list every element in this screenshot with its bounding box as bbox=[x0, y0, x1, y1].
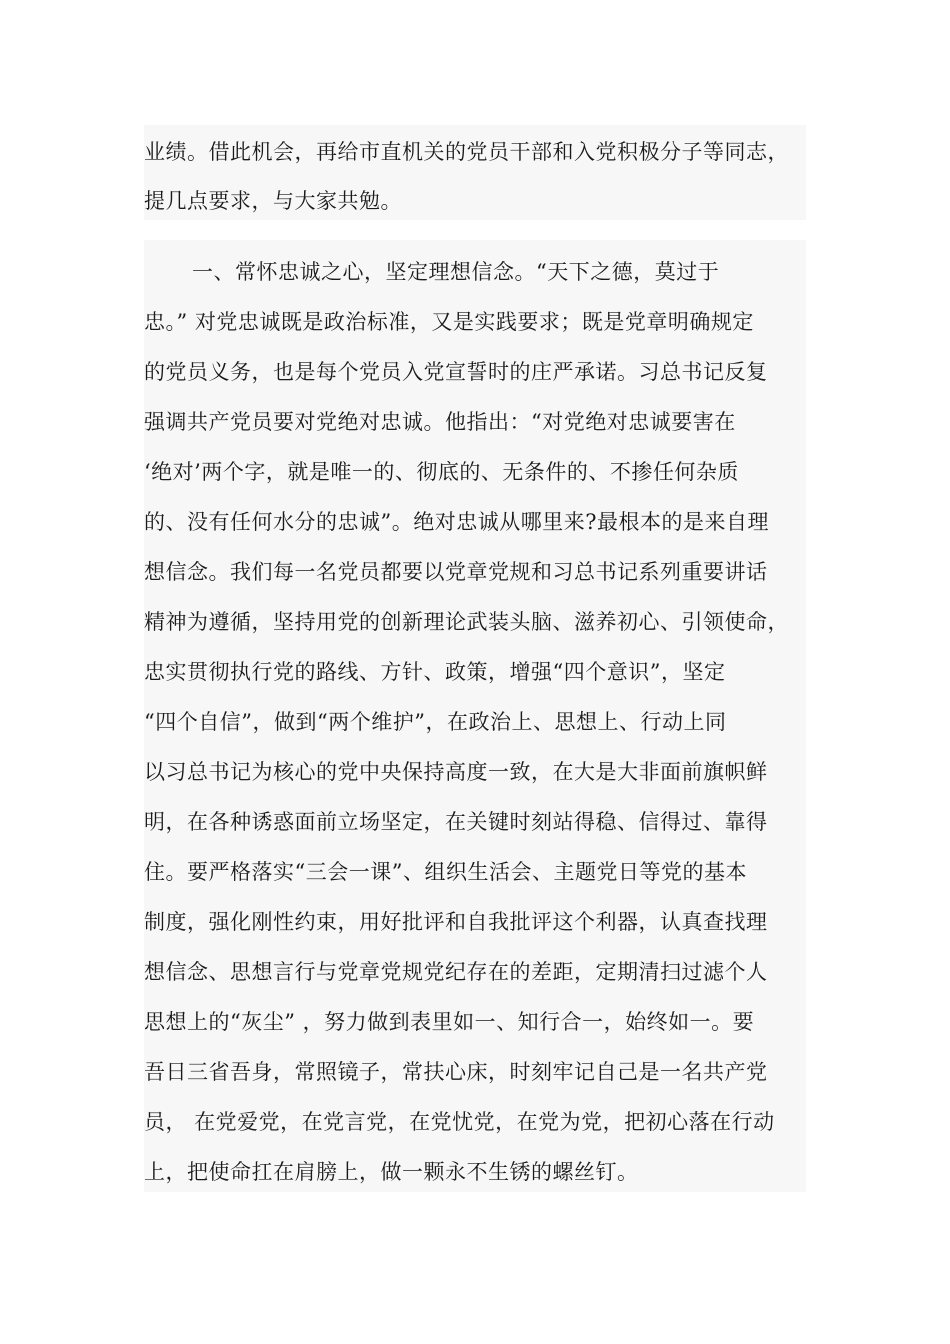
text-line: 上，把使命扛在肩膀上，做一颗永不生锈的螺丝钉。 bbox=[144, 1160, 639, 1184]
section-heading-line: 一、常怀忠诚之心，坚定理想信念。“天下之德，莫过于 bbox=[192, 260, 720, 284]
text-line: 想信念、思想言行与党章党规党纪存在的差距，定期清扫过滤个人 bbox=[144, 960, 768, 984]
text-line: 的、没有任何水分的忠诚”。绝对忠诚从哪里来?最根本的是来自理 bbox=[144, 510, 769, 534]
text-line: 强调共产党员要对党绝对忠诚。他指出：“对党绝对忠诚要害在 bbox=[144, 410, 736, 434]
text-line: 以习总书记为核心的党中央保持高度一致，在大是大非面前旗帜鲜 bbox=[144, 760, 768, 784]
text-line: ‘绝对’两个字，就是唯一的、彻底的、无条件的、不掺任何杂质 bbox=[144, 460, 739, 484]
text-line: 住。要严格落实“三会一课”、组织生活会、主题党日等党的基本 bbox=[144, 860, 747, 884]
text-line: 吾日三省吾身，常照镜子，常扶心床，时刻牢记自己是一名共产党 bbox=[144, 1060, 768, 1084]
text-line: 思想上的“灰尘” ，努力做到表里如一、知行合一，始终如一。要 bbox=[144, 1010, 755, 1034]
text-line: 制度，强化刚性约束，用好批评和自我批评这个利器，认真查找理 bbox=[144, 910, 768, 934]
text-line: 的党员义务，也是每个党员入党宣誓时的庄严承诺。习总书记反复 bbox=[144, 360, 768, 384]
text-line: 明，在各种诱惑面前立场坚定，在关键时刻站得稳、信得过、靠得 bbox=[144, 810, 768, 834]
paragraph-continuation bbox=[144, 125, 806, 220]
text-line: 忠。” 对党忠诚既是政治标准，又是实践要求；既是党章明确规定 bbox=[144, 310, 754, 334]
text-line: 员， 在党爱党，在党言党，在党忧党，在党为党，把初心落在行动 bbox=[144, 1110, 775, 1134]
text-line: 精神为遵循，坚持用党的创新理论武装头脑、滋养初心、引领使命， bbox=[144, 610, 789, 634]
text-line: 提几点要求，与大家共勉。 bbox=[144, 189, 402, 213]
text-line: 想信念。我们每一名党员都要以党章党规和习总书记系列重要讲话 bbox=[144, 560, 768, 584]
text-line: 业绩。借此机会，再给市直机关的党员干部和入党积极分子等同志， bbox=[144, 140, 789, 164]
text-line: 忠实贯彻执行党的路线、方针、政策，增强“四个意识”，坚定 bbox=[144, 660, 726, 684]
text-line: “四个自信”，做到“两个维护”，在政治上、思想上、行动上同 bbox=[144, 710, 727, 734]
paragraph-loyalty bbox=[144, 240, 806, 1192]
